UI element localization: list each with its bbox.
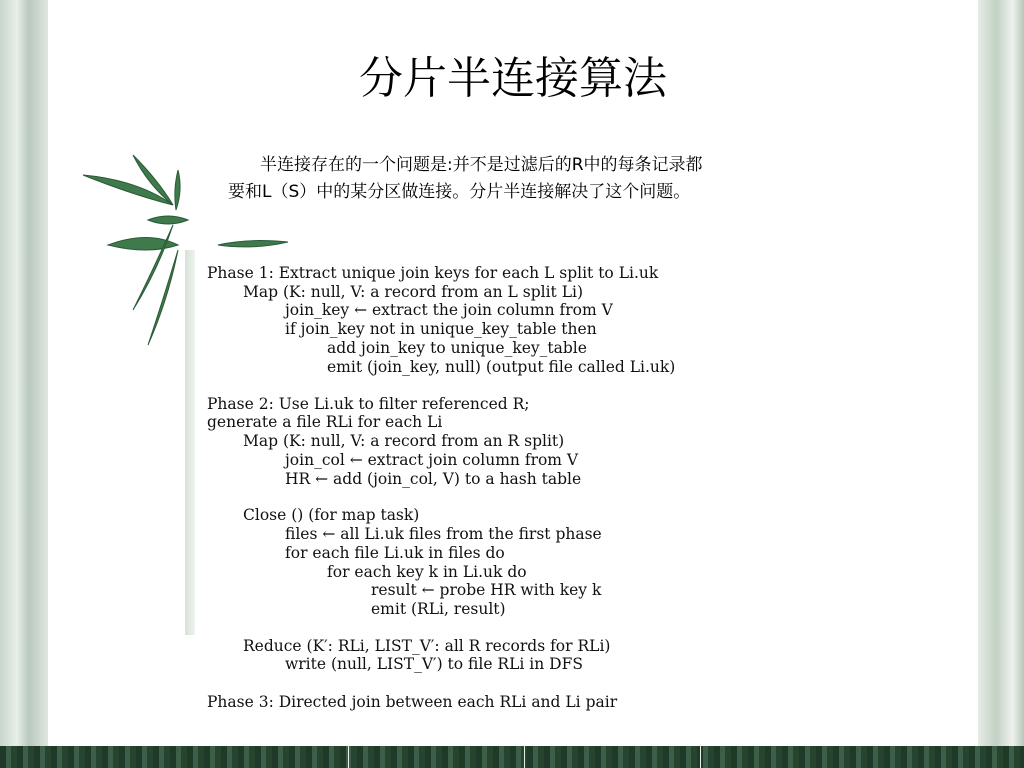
algorithm-line: generate a file RLi for each Li [207, 413, 443, 431]
background-bottom-strip [0, 746, 1024, 768]
bottom-divider [524, 746, 525, 768]
bottom-divider [348, 746, 349, 768]
algorithm-line: if join_key not in unique_key_table then [285, 320, 597, 338]
algorithm-line: result ← probe HR with key k [371, 581, 602, 599]
algorithm-figure [185, 250, 930, 720]
algorithm-line: Close () (for map task) [243, 506, 420, 524]
algorithm-line: join_key ← extract the join column from V [285, 301, 613, 319]
intro-paragraph [228, 152, 888, 206]
algorithm-line: emit (join_key, null) (output file called Li.uk) [327, 358, 676, 376]
bottom-divider [700, 746, 701, 768]
intro-line: 要和L（S）中的某分区做连接。分片半连接解决了这个问题。 [228, 182, 691, 202]
figure-border-stripe [185, 250, 195, 635]
algorithm-line: Phase 3: Directed join between each RLi and Li pair [207, 693, 618, 711]
algorithm-line: Map (K: null, V: a record from an R split) [243, 432, 565, 450]
algorithm-line: Phase 2: Use Li.uk to filter referenced R; [207, 395, 530, 413]
background-left-panel [0, 0, 48, 768]
algorithm-line: Reduce (K′: RLi, LIST_V′: all R records for RLi) [243, 637, 611, 655]
algorithm-line: emit (RLi, result) [371, 600, 506, 618]
background-right-panel [978, 0, 1024, 768]
algorithm-line: Map (K: null, V: a record from an L split Li) [243, 283, 583, 301]
algorithm-line: for each key k in Li.uk do [327, 563, 527, 581]
algorithm-line: for each file Li.uk in files do [285, 544, 505, 562]
algorithm-line: add join_key to unique_key_table [327, 339, 587, 357]
algorithm-line: join_col ← extract join column from V [285, 451, 579, 469]
algorithm-line: Phase 1: Extract unique join keys for each L split to Li.uk [207, 264, 659, 282]
algorithm-line: HR ← add (join_col, V) to a hash table [285, 470, 582, 488]
algorithm-line: files ← all Li.uk files from the first phase [285, 525, 602, 543]
slide-title: 分片半连接算法 [359, 53, 667, 104]
intro-line: 半连接存在的一个问题是:并不是过滤后的R中的每条记录都 [260, 155, 703, 175]
algorithm-line: write (null, LIST_V′) to file RLi in DFS [285, 655, 583, 673]
